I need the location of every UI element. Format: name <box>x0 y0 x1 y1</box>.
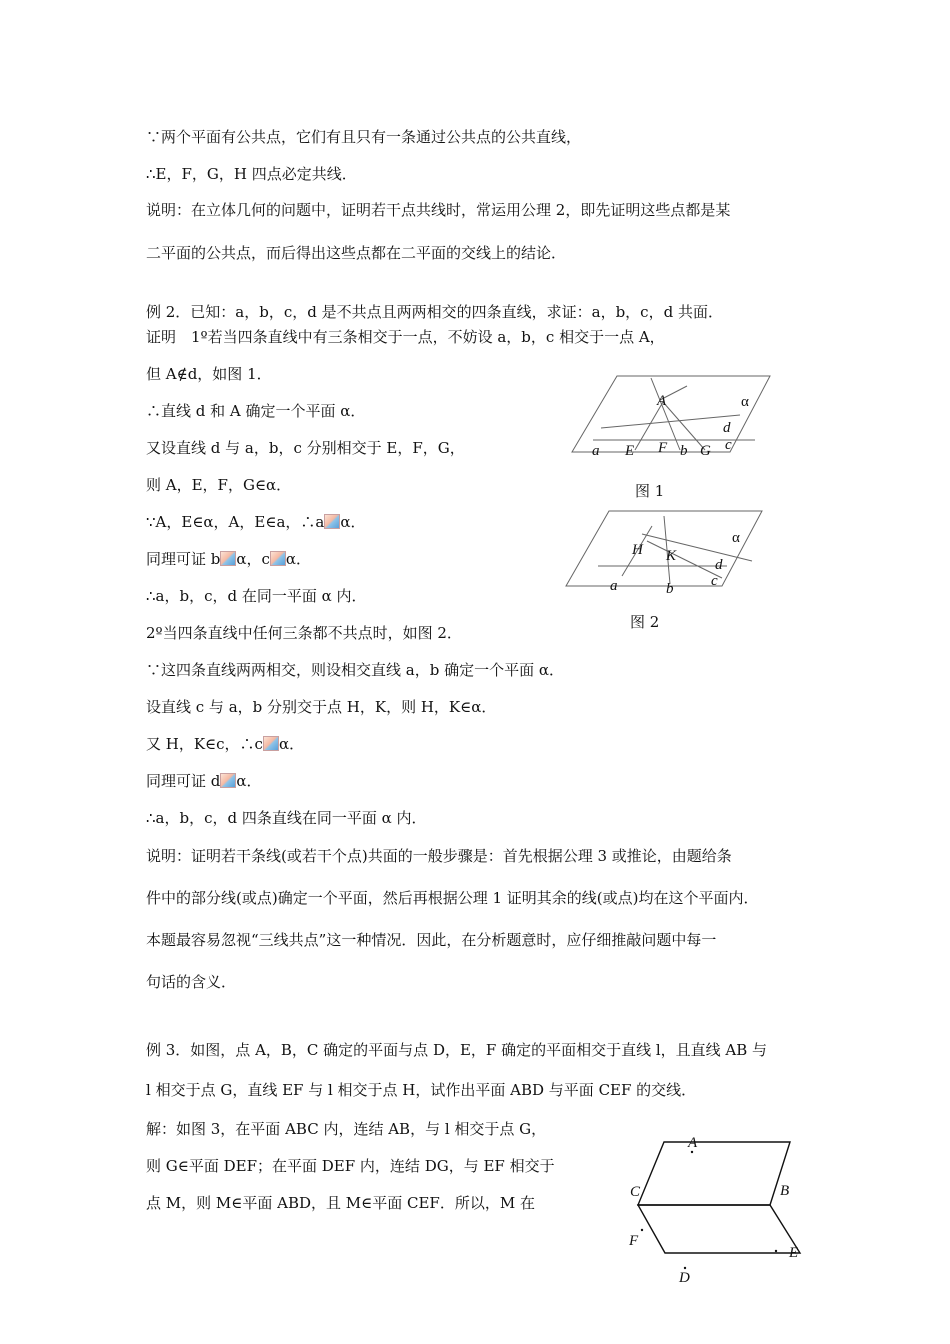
text-line <box>146 734 304 754</box>
text-line: 则 A，E，F，G∈α． <box>146 476 292 494</box>
text-run: 同理可证 b <box>146 550 221 568</box>
text-run: α． <box>285 550 312 568</box>
example-2-statement: 例 2．已知：a，b，c，d 是不共点且两两相交的四条直线，求证：a，b，c，d 共面． <box>146 303 723 321</box>
text-line: 说明：证明若干条线(或若干个点)共面的一般步骤是：首先根据公理 3 或推论，由题给条 <box>146 847 732 865</box>
text-line: 本题最容易忽视“三线共点”这一种情况．因此，在分析题意时，应仔细推敲问题中每一 <box>146 931 717 949</box>
text-line <box>146 512 365 532</box>
text-line: 证明 1º若当四条直线中有三条相交于一点，不妨设 a，b，c 相交于一点 A， <box>146 328 665 346</box>
label-alpha: α <box>732 530 740 546</box>
label-alpha: α <box>741 394 749 410</box>
text-run: ∵A，E∈α，A，E∈a，∴a <box>146 513 325 531</box>
label-H: H <box>632 542 643 558</box>
text-run: α． <box>340 513 366 531</box>
text-line <box>146 771 262 791</box>
label-A: A <box>688 1135 698 1151</box>
figure-1 <box>565 370 780 465</box>
label-c: c <box>725 437 732 453</box>
text-line: 设直线 c 与 a，b 分别交于点 H，K，则 H，K∈α． <box>146 698 497 716</box>
text-run: α，c <box>236 550 270 568</box>
text-line: ∴a，b，c，d 四条直线在同一平面 α 内． <box>146 809 427 827</box>
text-line: 句话的含义． <box>146 973 237 991</box>
text-line: 件中的部分线(或点)确定一个平面，然后再根据公理 1 证明其余的线(或点)均在这个平面内． <box>146 889 759 907</box>
text-line <box>146 549 311 569</box>
label-b: b <box>680 443 688 459</box>
figure-1-caption: 图 1 <box>635 482 665 500</box>
label-a: a <box>592 443 600 459</box>
label-C: C <box>630 1184 641 1200</box>
label-A: A <box>657 393 667 409</box>
text-line: 点 M，则 M∈平面 ABD，且 M∈平面 CEF．所以，M 在 <box>146 1194 535 1212</box>
figure-2 <box>562 506 772 596</box>
label-E: E <box>625 443 635 459</box>
subset-symbol-image <box>220 551 236 566</box>
subset-symbol-image <box>220 773 236 788</box>
text-run: α． <box>236 772 262 790</box>
label-d: d <box>715 557 723 573</box>
text-line: 又设直线 d 与 a，b，c 分别相交于 E，F，G， <box>146 439 465 457</box>
text-line: ∵两个平面有公共点，它们有且只有一条通过公共点的公共直线， <box>146 128 582 146</box>
text-line: l 相交于点 G，直线 EF 与 l 相交于点 H，试作出平面 ABD 与平面 CEF 的交线． <box>146 1081 697 1099</box>
label-G: G <box>700 443 711 459</box>
text-run: 又 H，K∈c，∴c <box>146 735 263 753</box>
text-line: 二平面的公共点，而后得出这些点都在二平面的交线上的结论． <box>146 244 567 262</box>
text-line: 说明：在立体几何的问题中，证明若干点共线时，常运用公理 2，即先证明这些点都是某 <box>146 201 731 219</box>
label-K: K <box>666 548 677 564</box>
text-line: ∵这四条直线两两相交，则设相交直线 a，b 确定一个平面 α． <box>146 661 564 679</box>
text-line: ∴直线 d 和 A 确定一个平面 α． <box>146 402 366 420</box>
text-line: ∴E，F，G，H 四点必定共线． <box>146 165 357 183</box>
label-F: F <box>658 440 668 456</box>
text-line: 解：如图 3，在平面 ABC 内，连结 AB，与 l 相交于点 G， <box>146 1120 547 1138</box>
text-line: 2º当四条直线中任何三条都不共点时，如图 2． <box>146 624 462 642</box>
text-run: 同理可证 d <box>146 772 221 790</box>
subset-symbol-image <box>324 514 340 529</box>
subset-symbol-image <box>263 736 279 751</box>
example-3-statement: 例 3．如图，点 A，B，C 确定的平面与点 D，E，F 确定的平面相交于直线 l，且直线 AB 与 <box>146 1041 768 1059</box>
subset-symbol-image <box>270 551 286 566</box>
label-D: D <box>679 1270 690 1286</box>
label-E: E <box>789 1245 799 1261</box>
text-line: ∴a，b，c，d 在同一平面 α 内． <box>146 587 367 605</box>
label-c: c <box>711 573 718 589</box>
figure-3 <box>620 1128 820 1288</box>
label-B: B <box>780 1183 790 1199</box>
text-line: 则 G∈平面 DEF；在平面 DEF 内，连结 DG，与 EF 相交于 <box>146 1157 555 1175</box>
text-run: α． <box>278 735 305 753</box>
figure-2-caption: 图 2 <box>630 613 660 631</box>
label-a: a <box>610 578 618 594</box>
label-d: d <box>723 420 731 436</box>
text-line: 但 A∉d，如图 1． <box>146 365 272 383</box>
label-b: b <box>666 581 674 596</box>
label-F: F <box>629 1233 639 1249</box>
